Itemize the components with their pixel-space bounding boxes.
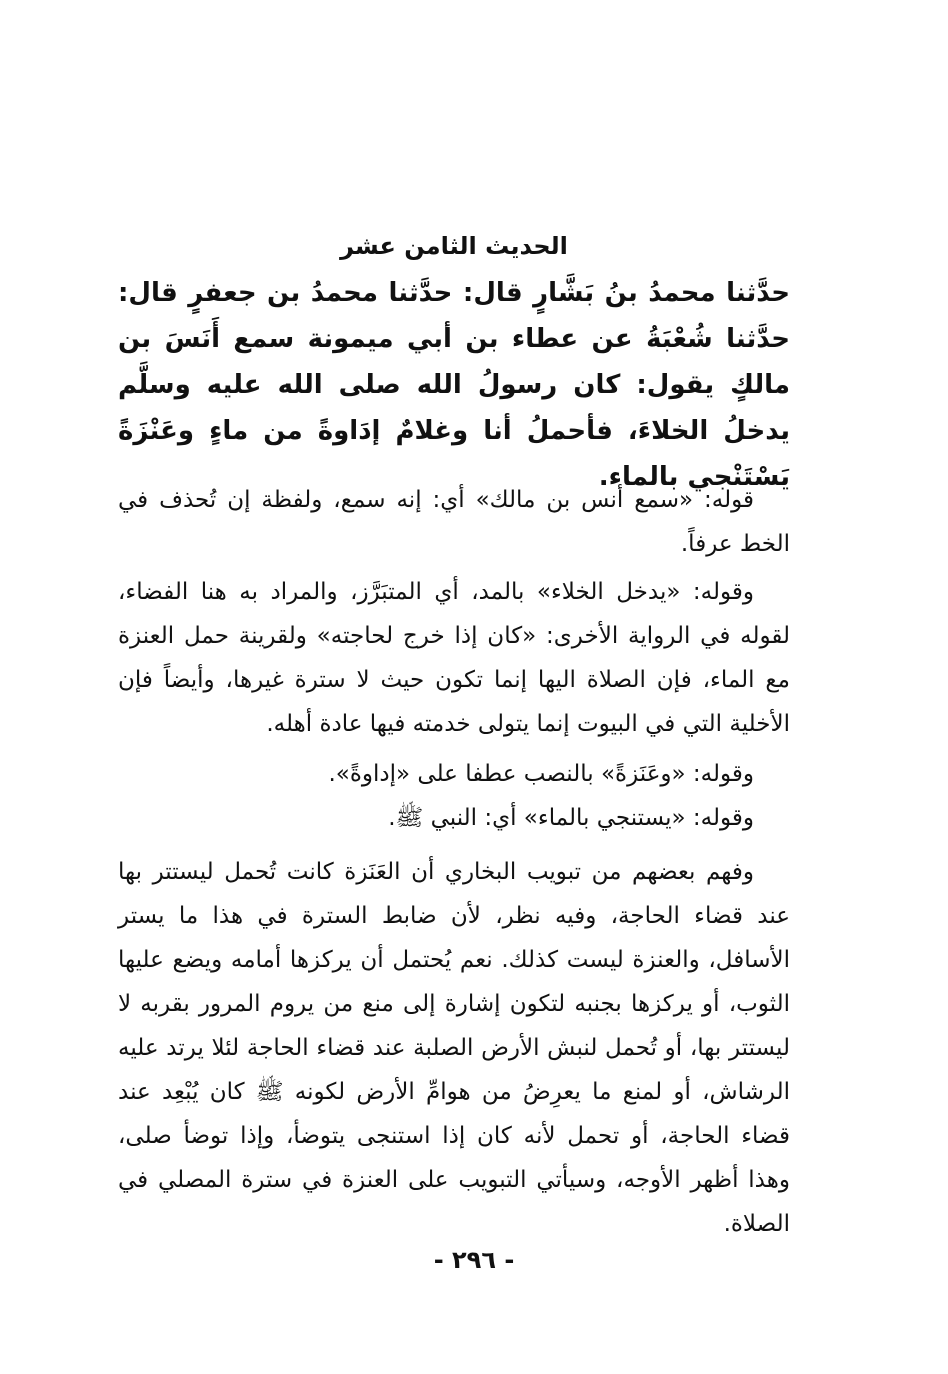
page-number: - ٢٩٦ - (433, 1246, 515, 1274)
commentary-paragraph-5: وفهم بعضهم من تبويب البخاري أن العَنَزة كانت تُحمل ليستتر بها عند قضاء الحاجة، وفيه نظر، لأن ضابط السترة في هذا ما يستر الأسافل، والعنزة ليست كذلك. نعم يُحتمل أن يركزها أمامه ويضع عليها الثوب، أو يركزها بجنبه لتكون إشارة إلى منع من يروم المرور بقربه لا ليستتر بها، أو تُحمل لنبش الأرض الصلبة عند قضاء الحاجة لئلا يرتد عليه الرشاش، أو لمنع ما يعرِضُ من هوامِّ الأرض لكونه ﷺ كان يُبْعِد عند قضاء الحاجة، أو تحمل لأنه كان إذا استنجى يتوضأ، وإذا توضأ صلى، وهذا أظهر الأوجه، وسيأتي التبويب على العنزة في سترة المصلي في الصلاة. (118, 859, 790, 1237)
hadith-heading: الحديث الثامن عشر (340, 232, 568, 260)
hadith-text: حدَّثنا محمدُ بنُ بَشَّارٍ قال: حدَّثنا محمدُ بن جعفرٍ قال: حدَّثنا شُعْبَةُ عن عطاء بن أبي ميمونة سمع أَنَسَ بن مالكٍ يقول: كان رسولُ الله صلى الله عليه وسلَّم يدخلُ الخلاءَ، فأحملُ أنا وغلامٌ إدَاوةً من ماءٍ وعَنْزَةً يَسْتَنْجي بالماء. (118, 278, 790, 492)
commentary-paragraph-2: وقوله: «يدخل الخلاء» بالمد، أي المتبَرَّز، والمراد به هنا الفضاء، لقوله في الرواية الأخرى: «كان إذا خرج لحاجته» ولقرينة حمل العنزة مع الماء، فإن الصلاة اليها إنما تكون حيث لا سترة غيرها، وأيضاً فإن الأخلية التي في البيوت إنما يتولى خدمته فيها عادة أهله. (118, 579, 790, 737)
commentary-paragraph-1: قوله: «سمع أنس بن مالك» أي: إنه سمع، ولفظة إن تُحذف في الخط عرفاً. (118, 487, 790, 557)
commentary-paragraph-3: وقوله: «وعَنَزةً» بالنصب عطفا على «إداوةً». (328, 761, 754, 787)
commentary-paragraph-4: وقوله: «يستنجي بالماء» أي: النبي ﷺ. (388, 805, 754, 831)
